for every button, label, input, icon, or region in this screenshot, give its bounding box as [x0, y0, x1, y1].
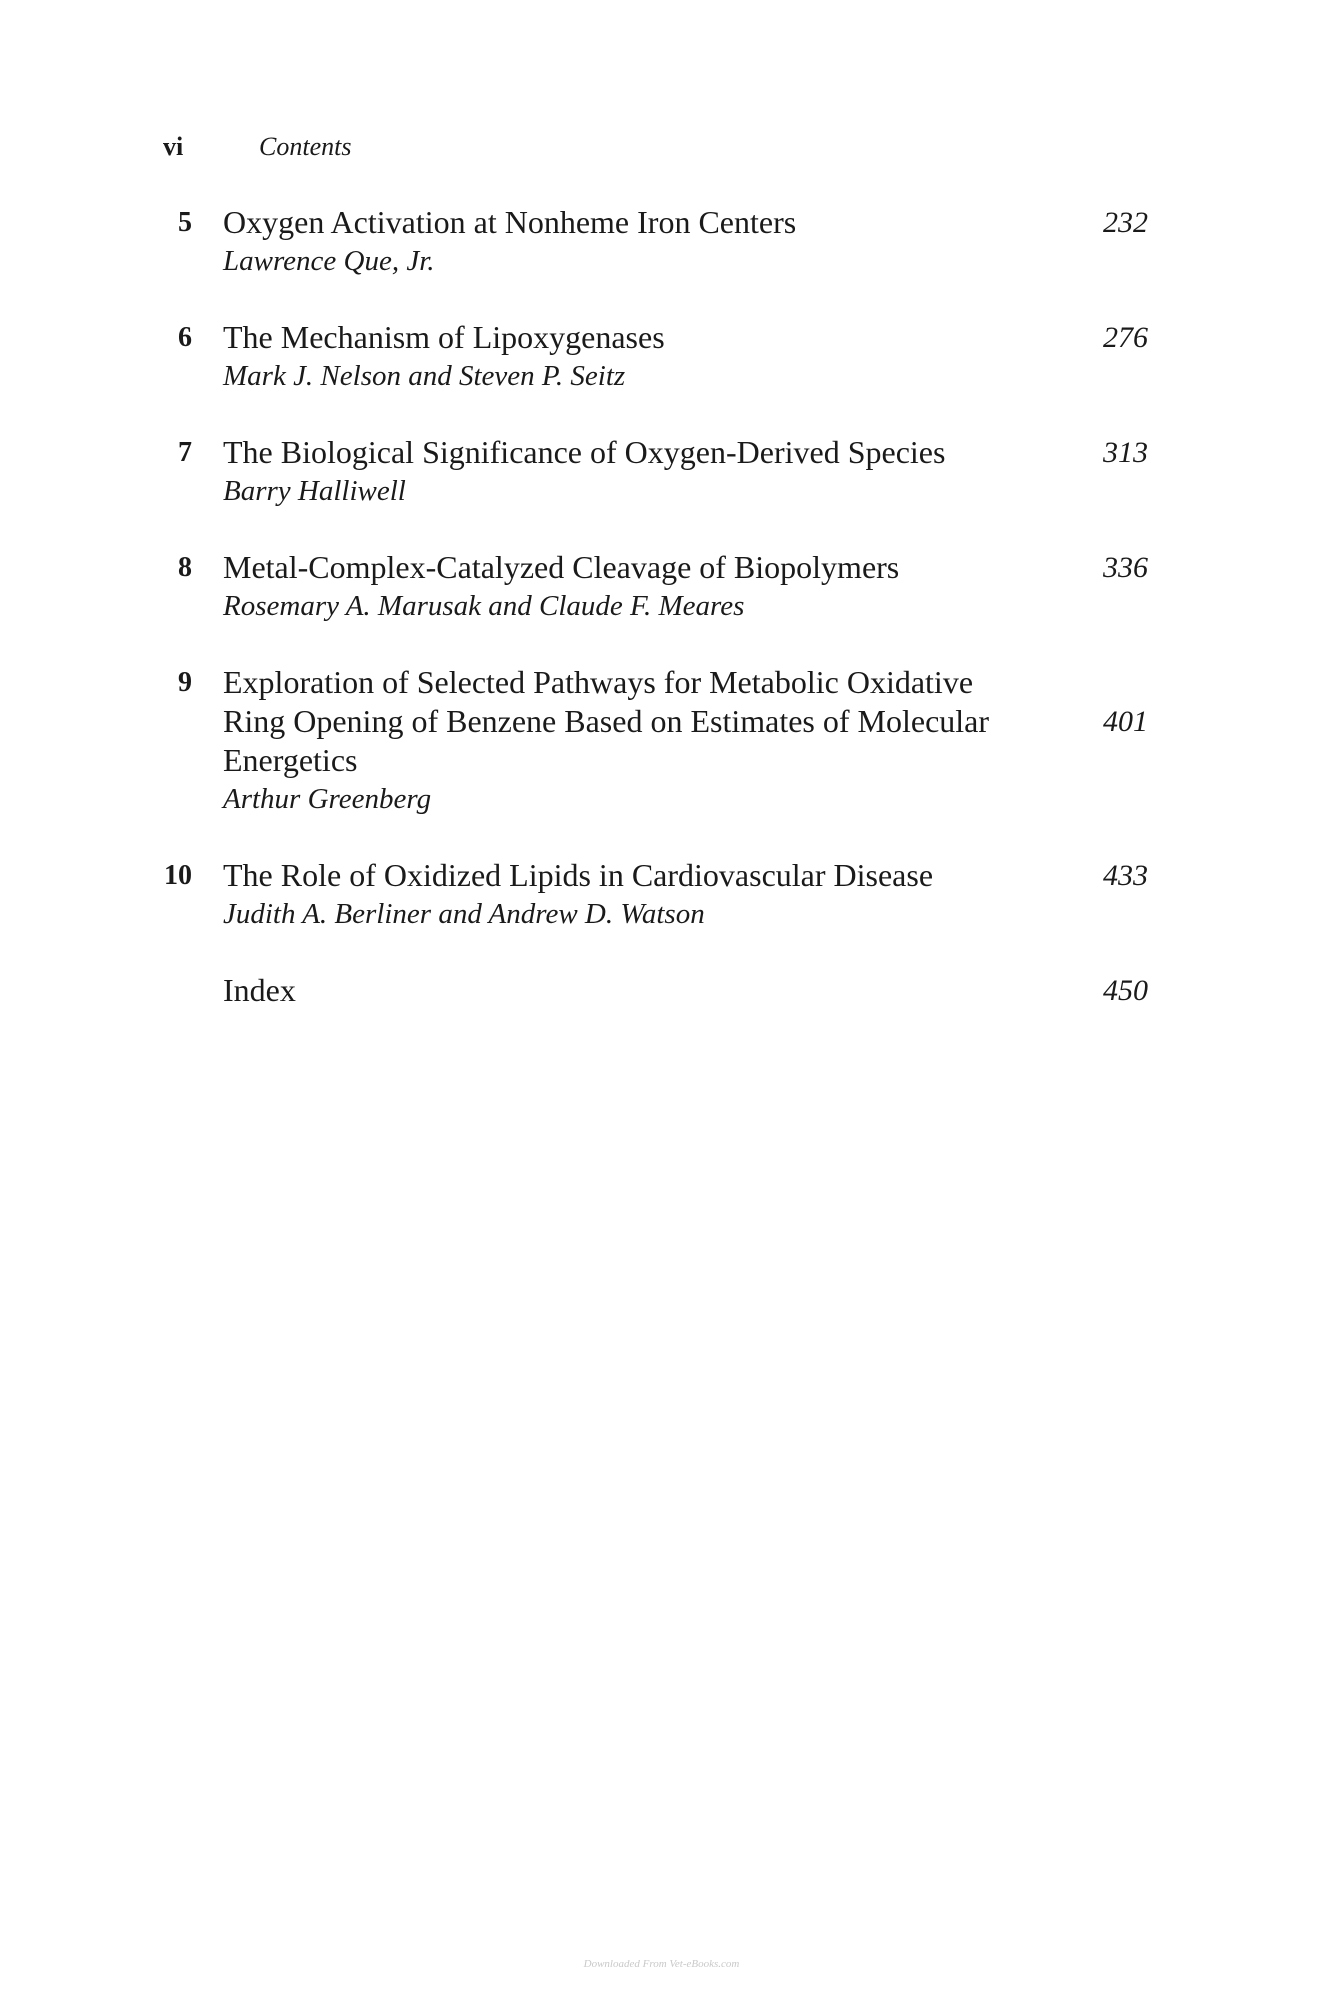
toc-entry-chapter-9[interactable] [0, 663, 1323, 818]
running-head [163, 132, 351, 172]
chapter-page: 336 [1103, 551, 1148, 584]
chapter-page: 433 [1103, 859, 1148, 892]
chapter-title: Metal-Complex-Catalyzed Cleavage of Biopolymers [223, 549, 900, 585]
toc-entry-chapter-8[interactable] [0, 548, 1323, 625]
chapter-title: The Role of Oxidized Lipids in Cardiovascular Disease [223, 857, 934, 893]
chapter-number: 5 [178, 207, 192, 238]
toc-entry-index[interactable] [0, 971, 1323, 1010]
chapter-authors: Judith A. Berliner and Andrew D. Watson [223, 898, 705, 930]
chapter-title-line: Exploration of Selected Pathways for Metabolic Oxidative [223, 664, 974, 700]
index-page: 450 [1103, 974, 1148, 1007]
chapter-number: 6 [178, 322, 192, 353]
toc-entry-chapter-5[interactable] [0, 203, 1323, 280]
chapter-authors: Barry Halliwell [223, 475, 406, 507]
chapter-number: 9 [178, 667, 192, 698]
chapter-authors: Rosemary A. Marusak and Claude F. Meares [223, 590, 745, 622]
chapter-title: Oxygen Activation at Nonheme Iron Centers [223, 204, 797, 240]
chapter-page: 401 [1103, 705, 1148, 738]
chapter-page: 276 [1103, 321, 1148, 354]
chapter-title-line: Ring Opening of Benzene Based on Estimates of Molecular [223, 703, 990, 739]
chapter-page: 232 [1103, 206, 1148, 239]
chapter-authors: Mark J. Nelson and Steven P. Seitz [223, 360, 626, 392]
chapter-number: 7 [178, 437, 192, 468]
toc-entry-chapter-10[interactable] [0, 856, 1323, 933]
chapter-authors: Lawrence Que, Jr. [223, 245, 435, 277]
index-title: Index [223, 972, 296, 1008]
chapter-title: The Mechanism of Lipoxygenases [223, 319, 665, 355]
running-section-title: Contents [259, 132, 352, 161]
toc-entry-chapter-6[interactable] [0, 318, 1323, 395]
chapter-title: The Biological Significance of Oxygen-Derived Species [223, 434, 946, 470]
toc-entry-chapter-7[interactable] [0, 433, 1323, 510]
chapter-title-line: Energetics [223, 742, 358, 778]
page-number: vi [163, 132, 184, 161]
chapter-authors: Arthur Greenberg [223, 783, 432, 815]
chapter-number: 10 [164, 860, 192, 891]
table-of-contents [0, 203, 1323, 1048]
download-watermark: Downloaded From Vet-eBooks.com [583, 1958, 740, 1970]
chapter-number: 8 [178, 552, 192, 583]
chapter-page: 313 [1103, 436, 1148, 469]
